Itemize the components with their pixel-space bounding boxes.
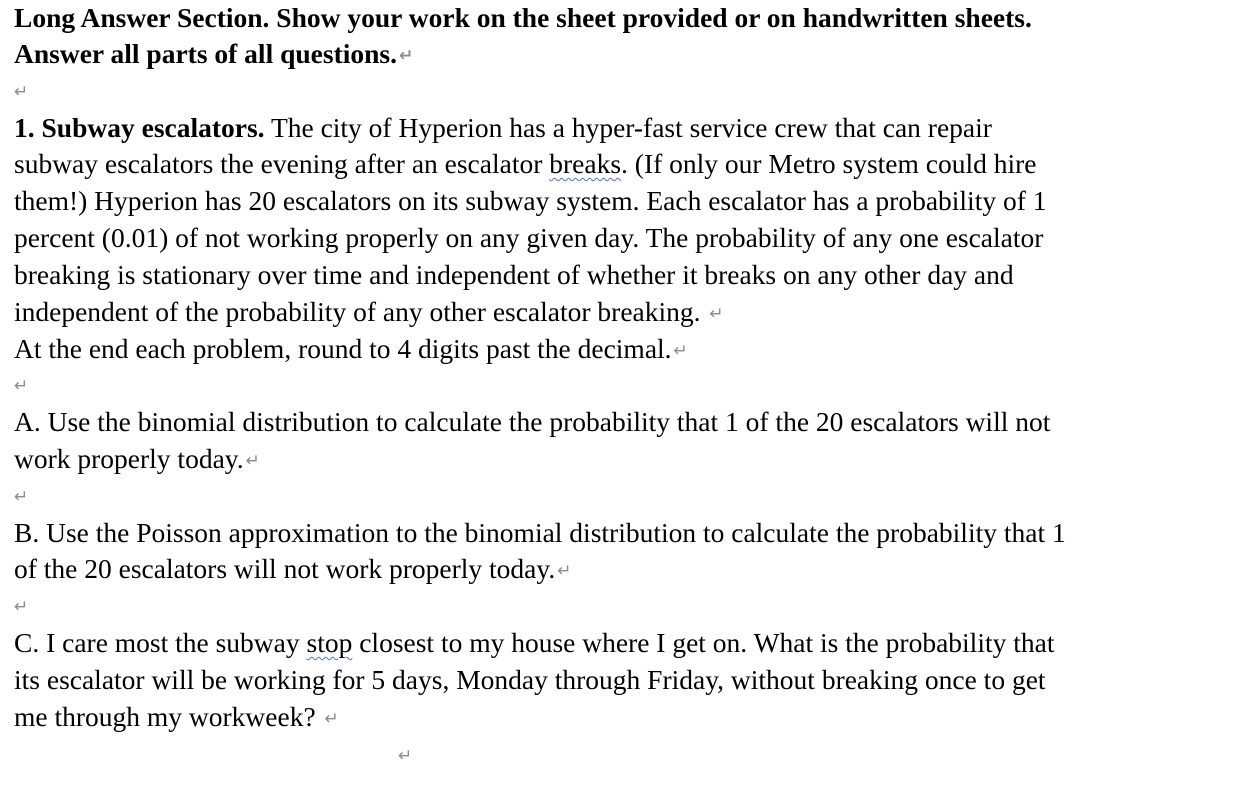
paragraph-mark-icon: ↵ [398, 746, 413, 766]
empty-paragraph [14, 72, 28, 109]
part-a-line-2 [14, 441, 260, 478]
question-1-text: them!) Hyperion has 20 escalators on its subway system. Each escalator has a probability of 1 [14, 185, 1047, 216]
question-1-text: breaking is stationary over time and independent of whether it breaks on any other day and [14, 259, 1014, 290]
question-1-title: 1. Subway escalators. [14, 112, 265, 143]
part-c-text: me through my workweek? [14, 701, 323, 732]
empty-paragraph [14, 366, 28, 403]
part-c-text: C. I care most the subway [14, 627, 307, 658]
section-header-line-2 [14, 36, 413, 73]
part-b-line-1 [14, 515, 1066, 552]
paragraph-mark-icon: ↵ [245, 451, 260, 471]
question-1-line-5 [14, 257, 1014, 294]
part-a-text: work properly today. [14, 443, 244, 474]
question-1-text: independent of the probability of any other escalator breaking. [14, 296, 708, 327]
paragraph-mark-icon: ↵ [14, 597, 29, 617]
paragraph-mark-icon: ↵ [324, 709, 339, 729]
rounding-text: At the end each problem, round to 4 digits past the decimal. [14, 333, 672, 364]
header-text-1: Long Answer Section. Show your work on the sheet provided or on handwritten sheets. [14, 2, 1032, 33]
question-1-line-2 [14, 146, 1037, 183]
part-c-line-2 [14, 662, 1046, 699]
part-c-line-1 [14, 625, 1054, 662]
section-header-line-1 [14, 0, 1032, 37]
spelling-flag-stop[interactable]: stop [306, 627, 353, 658]
paragraph-mark-icon: ↵ [14, 487, 29, 507]
trailing-paragraph [398, 736, 412, 775]
part-b-line-2 [14, 551, 571, 588]
part-a-text: A. Use the binomial distribution to calculate the probability that 1 of the 20 escalators will not [14, 406, 1051, 437]
question-1-line-3 [14, 183, 1047, 220]
question-1-text: The city of Hyperion has a hyper-fast service crew that can repair [264, 112, 992, 143]
question-1-line-1 [14, 110, 992, 147]
question-1-line-4 [14, 220, 1043, 257]
question-1-line-6 [14, 294, 724, 331]
paragraph-mark-icon: ↵ [557, 561, 572, 581]
part-a-line-1 [14, 404, 1050, 441]
question-1-text: percent (0.01) of not working properly on any given day. The probability of any one escalator [14, 222, 1044, 253]
question-1-text: . (If only our Metro system could hire [621, 148, 1037, 179]
part-c-line-3 [14, 699, 339, 736]
paragraph-mark-icon: ↵ [14, 82, 29, 102]
spelling-flag-breaks[interactable]: breaks [549, 148, 622, 179]
paragraph-mark-icon: ↵ [673, 341, 688, 361]
part-b-text: of the 20 escalators will not work properly today. [14, 553, 556, 584]
part-c-text: its escalator will be working for 5 days, Monday through Friday, without breaking once to get [14, 664, 1046, 695]
part-c-text: closest to my house where I get on. What is the probability that [352, 627, 1055, 658]
empty-paragraph [14, 587, 28, 624]
paragraph-mark-icon: ↵ [709, 304, 724, 324]
rounding-instruction [14, 331, 688, 368]
part-b-text: B. Use the Poisson approximation to the binomial distribution to calculate the probability that 1 [14, 517, 1066, 548]
paragraph-mark-icon: ↵ [399, 46, 414, 66]
question-1-text: subway escalators the evening after an escalator [14, 148, 550, 179]
header-text-2: Answer all parts of all questions. [14, 38, 397, 69]
paragraph-mark-icon: ↵ [14, 376, 29, 396]
empty-paragraph [14, 477, 28, 514]
